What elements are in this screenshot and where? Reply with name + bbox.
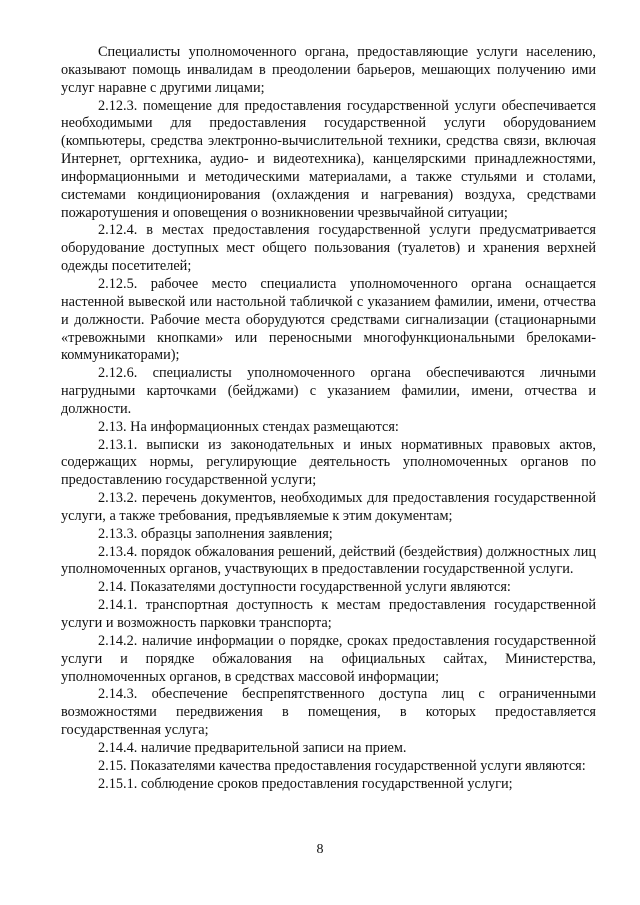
paragraph: 2.13.4. порядок обжалования решений, действий (бездействия) должностных лиц уполномоченных органов, участвующих в предоставлении государственной услуги. [61, 543, 596, 578]
paragraph: 2.14.2. наличие информации о порядке, сроках предоставления государственной услуги и порядке обжалования на официальных сайтах, Министерства, уполномоченных органов, в средствах массовой информации; [61, 632, 596, 685]
paragraph: 2.13. На информационных стендах размещаются: [98, 418, 399, 435]
paragraph: 2.12.3. помещение для предоставления государственной услуги обеспечивается необходимыми для предоставления государственной услуги оборудованием (компьютеры, средства электронно-вычислительной техники, средства связи, включая Интернет, оргтехника, аудио- и видеотехника), канцелярскими принадлежностями, информационными и методическими материалами, а также стульями и столами, системами кондиционирования (охлаждения и нагревания) воздуха, средствами пожаротушения и оповещения о возникновении чрезвычайной ситуации; [61, 97, 596, 221]
paragraph: Специалисты уполномоченного органа, предоставляющие услуги населению, оказывают помощь инвалидам в преодолении барьеров, мешающих получению ими услуг наравне с другими лицами; [61, 44, 596, 96]
paragraph: 2.14.1. транспортная доступность к местам предоставления государственной услуги и возможность парковки транспорта; [61, 597, 596, 631]
paragraph: 2.15. Показателями качества предоставления государственной услуги являются: [98, 757, 586, 774]
paragraph: 2.12.4. в местах предоставления государственной услуги предусматривается оборудование доступных мест общего пользования (туалетов) и хранения верхней одежды посетителей; [61, 222, 596, 275]
paragraph: 2.15.1. соблюдение сроков предоставления государственной услуги; [98, 775, 513, 792]
paragraph: 2.12.6. специалисты уполномоченного органа обеспечиваются личными нагрудными карточками (бейджами) с указанием фамилии, имени, отчества и должности. [61, 365, 596, 417]
paragraph: 2.13.2. перечень документов, необходимых для предоставления государственной услуги, а также требования, предъявляемые к этим документам; [61, 490, 596, 524]
paragraph: 2.14.4. наличие предварительной записи на прием. [98, 739, 407, 756]
document-body [61, 44, 596, 793]
paragraph: 2.12.5. рабочее место специалиста уполномоченного органа оснащается настенной вывеской или настольной табличкой с указанием фамилии, имени, отчества и должности. Рабочие места оборудуются средствами сигнализации (стационарными «тревожными кнопками» или переносными многофункциональными брелоками-коммуникаторами); [61, 275, 596, 364]
paragraph: 2.13.1. выписки из законодательных и иных нормативных правовых актов, содержащих нормы, регулирующие деятельность уполномоченных органов по предоставлению государственной услуги; [61, 436, 596, 489]
paragraph: 2.14. Показателями доступности государственной услуги являются: [98, 579, 511, 596]
page-number: 8 [316, 842, 324, 857]
paragraph: 2.14.3. обеспечение беспрепятственного доступа лиц с ограниченными возможностями передвижения в помещения, в которых предоставляется государственная услуга; [61, 686, 596, 739]
paragraph: 2.13.3. образцы заполнения заявления; [98, 525, 333, 542]
